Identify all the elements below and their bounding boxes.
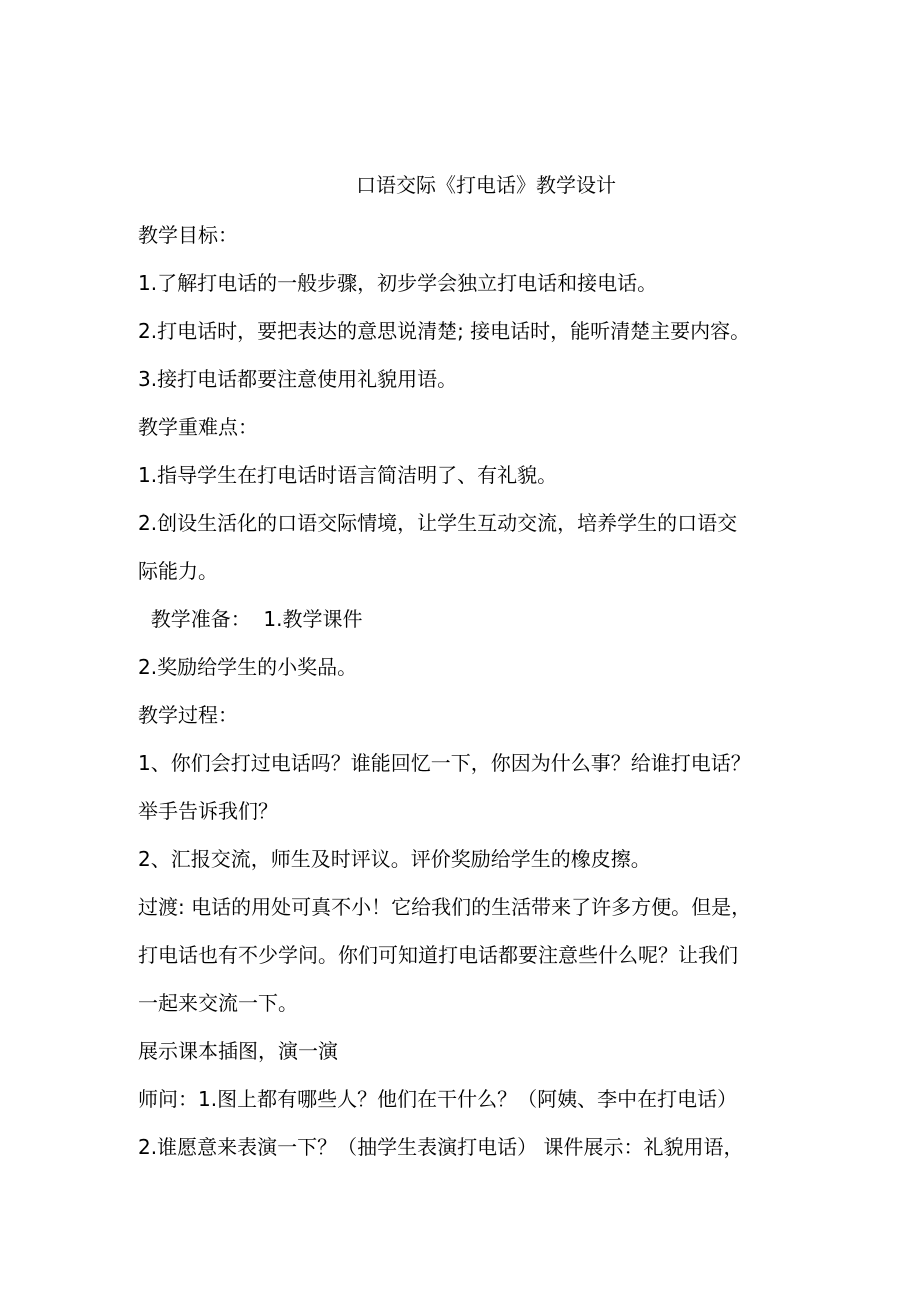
heading-process: 教学过程： xyxy=(138,703,238,727)
heading-teaching-goals: 教学目标： xyxy=(138,223,238,247)
paragraph-line: 际能力。 xyxy=(138,559,218,583)
paragraph-line: 1、你们会打过电话吗？谁能回忆一下，你因为什么事？给谁打电话？ xyxy=(138,751,751,775)
document-title: 口语交际《打电话》教学设计 xyxy=(356,173,616,197)
paragraph-line: 1.指导学生在打电话时语言简洁明了、有礼貌。 xyxy=(138,463,558,487)
paragraph-line: 打电话也有不少学问。你们可知道打电话都要注意些什么呢？让我们 xyxy=(138,943,738,967)
paragraph-line: 2、汇报交流，师生及时评议。评价奖励给学生的橡皮擦。 xyxy=(138,847,651,871)
paragraph-line: 2.谁愿意来表演一下？（抽学生表演打电话） 课件展示：礼貌用语， xyxy=(138,1135,744,1159)
paragraph-line: 一起来交流一下。 xyxy=(138,991,298,1015)
paragraph-line: 2.打电话时，要把表达的意思说清楚; 接电话时，能听清楚主要内容。 xyxy=(138,319,751,343)
paragraph-line: 展示课本插图，演一演 xyxy=(138,1039,338,1063)
paragraph-line: 举手告诉我们？ xyxy=(138,799,278,823)
paragraph-line: 2.创设生活化的口语交际情境，让学生互动交流，培养学生的口语交 xyxy=(138,511,738,535)
heading-key-points: 教学重难点： xyxy=(138,415,258,439)
paragraph-line: 师问：1.图上都有哪些人？他们在干什么？（阿姨、李中在打电话） xyxy=(138,1087,738,1111)
paragraph-line: 1.了解打电话的一般步骤，初步学会独立打电话和接电话。 xyxy=(138,271,658,295)
paragraph-line: 2.奖励给学生的小奖品。 xyxy=(138,655,358,679)
heading-preparation: 教学准备： 1.教学课件 xyxy=(138,607,363,631)
paragraph-line: 过渡: 电话的用处可真不小！它给我们的生活带来了许多方便。但是， xyxy=(138,895,752,919)
paragraph-line: 3.接打电话都要注意使用礼貌用语。 xyxy=(138,367,458,391)
